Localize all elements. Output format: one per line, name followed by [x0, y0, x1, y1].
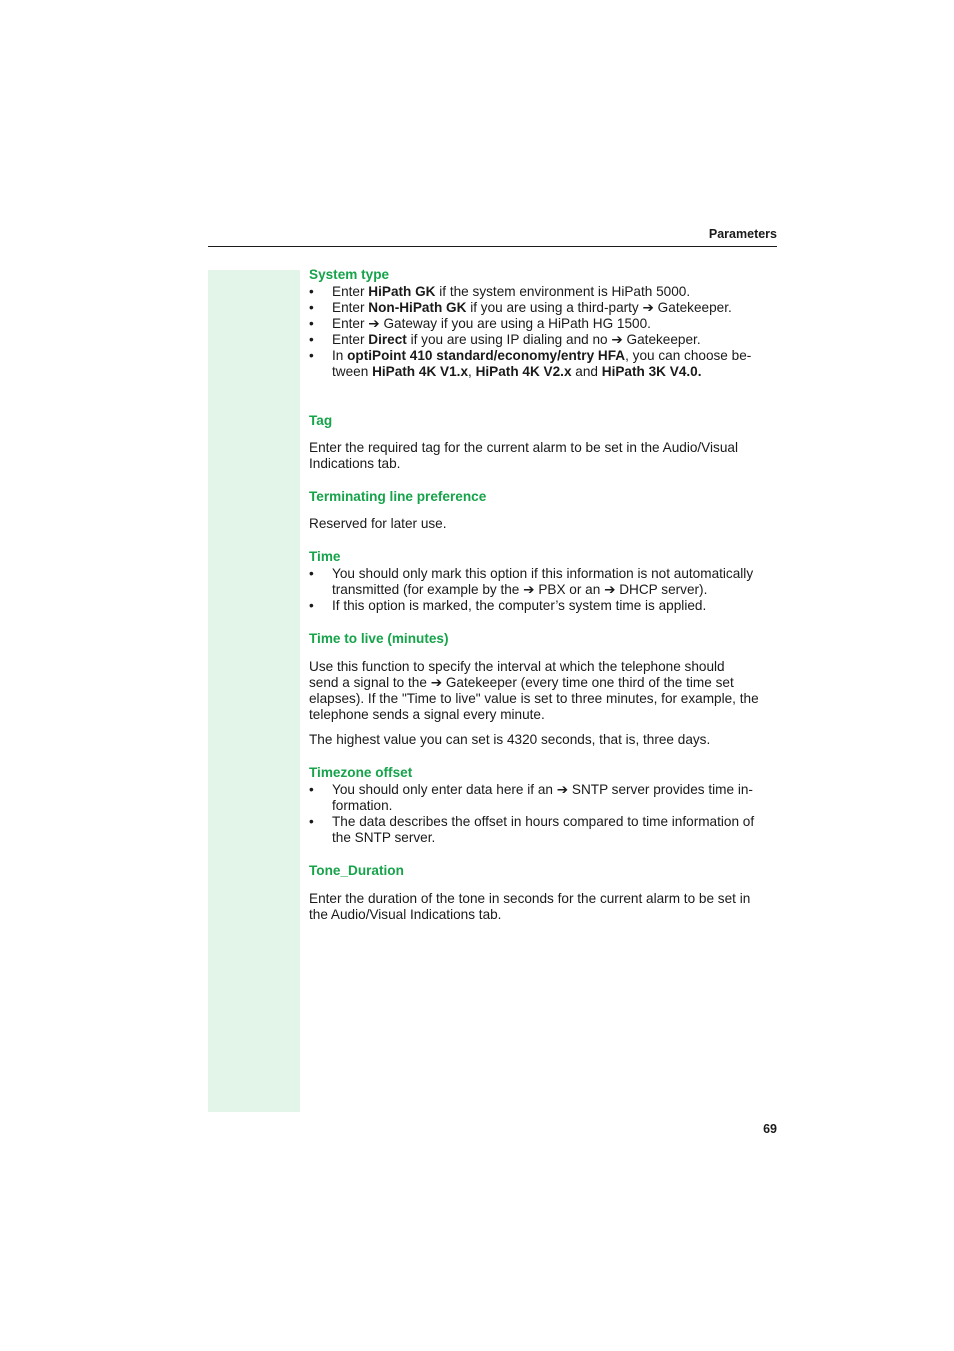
running-header: Parameters	[708, 227, 777, 241]
section-heading: System type	[309, 267, 390, 282]
bullet-list	[309, 284, 777, 380]
arrow-icon: ➔	[430, 675, 443, 691]
section-terminating-line-preference	[309, 488, 777, 532]
section-time	[309, 548, 777, 614]
section-time-to-live	[309, 630, 777, 748]
body-text: The highest value you can set is 4320 seconds, that is, three days.	[309, 732, 711, 747]
arrow-icon: ➔	[556, 782, 569, 798]
arrow-icon: ➔	[604, 582, 616, 598]
list-item: • In optiPoint 410 standard/economy/entry HFA, you can choose be- tween HiPath 4K V1.x, HiPath 4K V2.x and HiPath 3K V4.0.	[309, 348, 777, 380]
section-heading: Tag	[309, 413, 333, 428]
list-item: • You should only mark this option if this information is not automatically transmitted (for example by the ➔ PBX or an ➔ DHCP server).	[309, 566, 777, 598]
arrow-icon: ➔	[642, 300, 654, 316]
list-item: • If this option is marked, the computer’s system time is applied.	[309, 598, 777, 614]
section-heading: Terminating line preference	[309, 489, 487, 504]
bullet-list	[309, 782, 777, 846]
header-divider	[208, 246, 777, 247]
list-item: • Enter ➔ Gateway if you are using a HiPath HG 1500.	[309, 316, 777, 332]
list-item: • The data describes the offset in hours compared to time information of the SNTP server.	[309, 814, 777, 846]
section-heading: Time to live (minutes)	[309, 631, 449, 646]
list-item: • Enter Non-HiPath GK if you are using a third-party ➔ Gatekeeper.	[309, 300, 777, 316]
list-item: • You should only enter data here if an ➔ SNTP server provides time in- formation.	[309, 782, 777, 814]
list-item: • Enter Direct if you are using IP dialing and no ➔ Gatekeeper.	[309, 332, 777, 348]
section-system-type	[309, 266, 777, 380]
page-number: 69	[763, 1122, 777, 1136]
arrow-icon: ➔	[523, 582, 535, 598]
arrow-icon: ➔	[368, 316, 380, 332]
section-heading: Time	[309, 549, 341, 564]
arrow-icon: ➔	[611, 332, 623, 348]
section-timezone-offset	[309, 764, 777, 846]
section-tone-duration	[309, 862, 777, 923]
list-item: • Enter HiPath GK if the system environment is HiPath 5000.	[309, 284, 777, 300]
body-text: Reserved for later use.	[309, 516, 447, 531]
section-tag	[309, 412, 777, 472]
body-text: Enter the required tag for the current alarm to be set in the Audio/Visual Indications tab.	[309, 440, 738, 471]
bullet-list	[309, 566, 777, 614]
section-heading: Tone_Duration	[309, 863, 404, 878]
page-content	[309, 266, 777, 923]
body-text: Enter the duration of the tone in seconds for the current alarm to be set in the Audio/Visual Indications tab.	[309, 891, 751, 922]
body-text: Use this function to specify the interval at which the telephone should send a signal to the ➔ Gatekeeper (every time one third of the time set elapses). If the "Time to live" value is set to three minutes, for example, the telephone sends a signal every minute.	[309, 659, 759, 722]
section-heading: Timezone offset	[309, 765, 413, 780]
margin-sidebar	[208, 270, 300, 1112]
